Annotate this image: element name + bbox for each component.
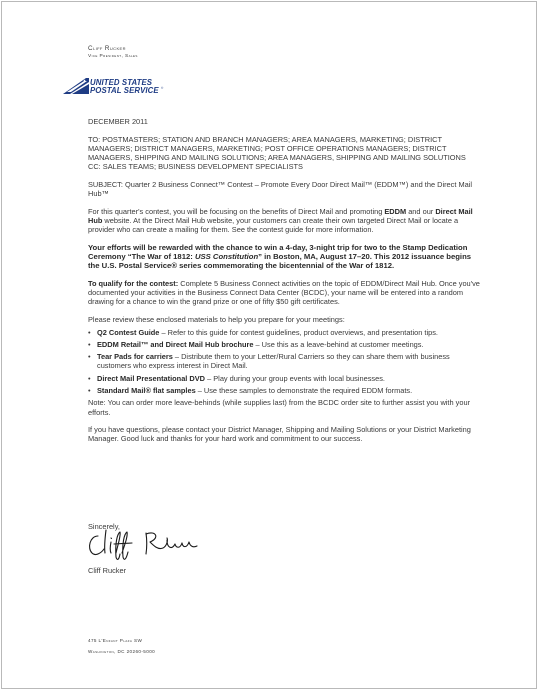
eagle-logo-icon [60, 77, 90, 97]
sender-title: Vice President, Sales [88, 54, 138, 59]
note-paragraph: Note: You can order more leave-behinds (while supplies last) from the BCDC order site to further assist you with your efforts. [88, 398, 471, 417]
memo-subject: SUBJECT: Quarter 2 Business Connect™ Contest – Promote Every Door Direct Mail™ (EDDM™) and the Direct Mail Hub™ [88, 179, 473, 199]
usps-logo [60, 77, 165, 99]
bullet-item: • Tear Pads for carriers – Distribute them to your Letter/Rural Carriers so they can share them with business customers who express interest in Direct Mail. [88, 352, 450, 371]
signer-name: Cliff Rucker [88, 566, 127, 575]
bullet-item: • Direct Mail Presentational DVD – Play during your group events with local businesses. [88, 373, 385, 383]
memo-cc: CC: SALES TEAMS; BUSINESS DEVELOPMENT SPECIALISTS [88, 162, 303, 172]
reward-paragraph: Your efforts will be rewarded with the chance to win a 4-day, 3-night trip for two to the Stamp Dedication Ceremony “The War of 1812: USS Constitution” in Boston, MA, August 17–20. This 2012 issuance begins the U.S. Postal Service® series commemorating the bicentennial of the War of 1812. [88, 242, 472, 271]
address-line-1: 475 L'Enfant Plaza SW [88, 638, 143, 643]
logo-line-2: POSTAL SERVICE [90, 86, 159, 95]
memo-to: TO: POSTMASTERS; STATION AND BRANCH MANAGERS; AREA MANAGERS, MARKETING; DISTRICT MANAGERS; DISTRICT MANAGERS, MARKETING; POST OFFICE OPERATIONS MANAGERS; DISTRICT MANAGERS, SHIPPING AND MAILING SOLUTIONS; AREA MANAGERS, SHIPPING AND MAILING SOLUTIONS [88, 134, 466, 163]
qualify-paragraph: To qualify for the contest: Complete 5 Business Connect activities on the topic of EDDM/Direct Mail Hub. Once you've documented your activities in the Business Connect Data Center (BCDC), your name will be entered into a random drawing for a chance to win the grand prize or one of fifty $50 gift certificates. [88, 279, 480, 307]
handwritten-signature [84, 524, 204, 564]
address-line-2: Washington, DC 20260-5000 [88, 649, 156, 654]
sender-block [88, 45, 138, 60]
bullet-item: • Q2 Contest Guide – Refer to this guide for contest guidelines, product overviews, and presentation tips. [88, 327, 438, 337]
bullet-item: • Standard Mail® flat samples – Use these samples to demonstrate the required EDDM formats. [88, 386, 413, 396]
letter-body [88, 117, 483, 444]
memo-date: DECEMBER 2011 [88, 117, 148, 126]
intro-paragraph: For this quarter's contest, you will be focusing on the benefits of Direct Mail and promoting EDDM and our Direct Mail Hub website. At the Direct Mail Hub website, your customers can create their own targeted Direct Mail or locate a provider who can create a mailing for them. See the contest guide for more information. [88, 206, 473, 235]
address-block [88, 635, 155, 657]
sender-name: Cliff Rucker [88, 45, 126, 52]
logo-registered-mark: ® [161, 86, 164, 90]
bullet-item: • EDDM Retail™ and Direct Mail Hub brochure – Use this as a leave-behind at customer meetings. [88, 339, 424, 349]
logo-line-1: UNITED STATES [90, 78, 153, 87]
review-line: Please review these enclosed materials to help you prepare for your meetings: [88, 315, 345, 325]
sincerely-line: Sincerely, [88, 522, 120, 531]
closing-paragraph: If you have questions, please contact your District Manager, Shipping and Mailing Solutions or your District Marketing Manager. Good luck and thanks for your hard work and commitment to our success. [88, 425, 471, 444]
